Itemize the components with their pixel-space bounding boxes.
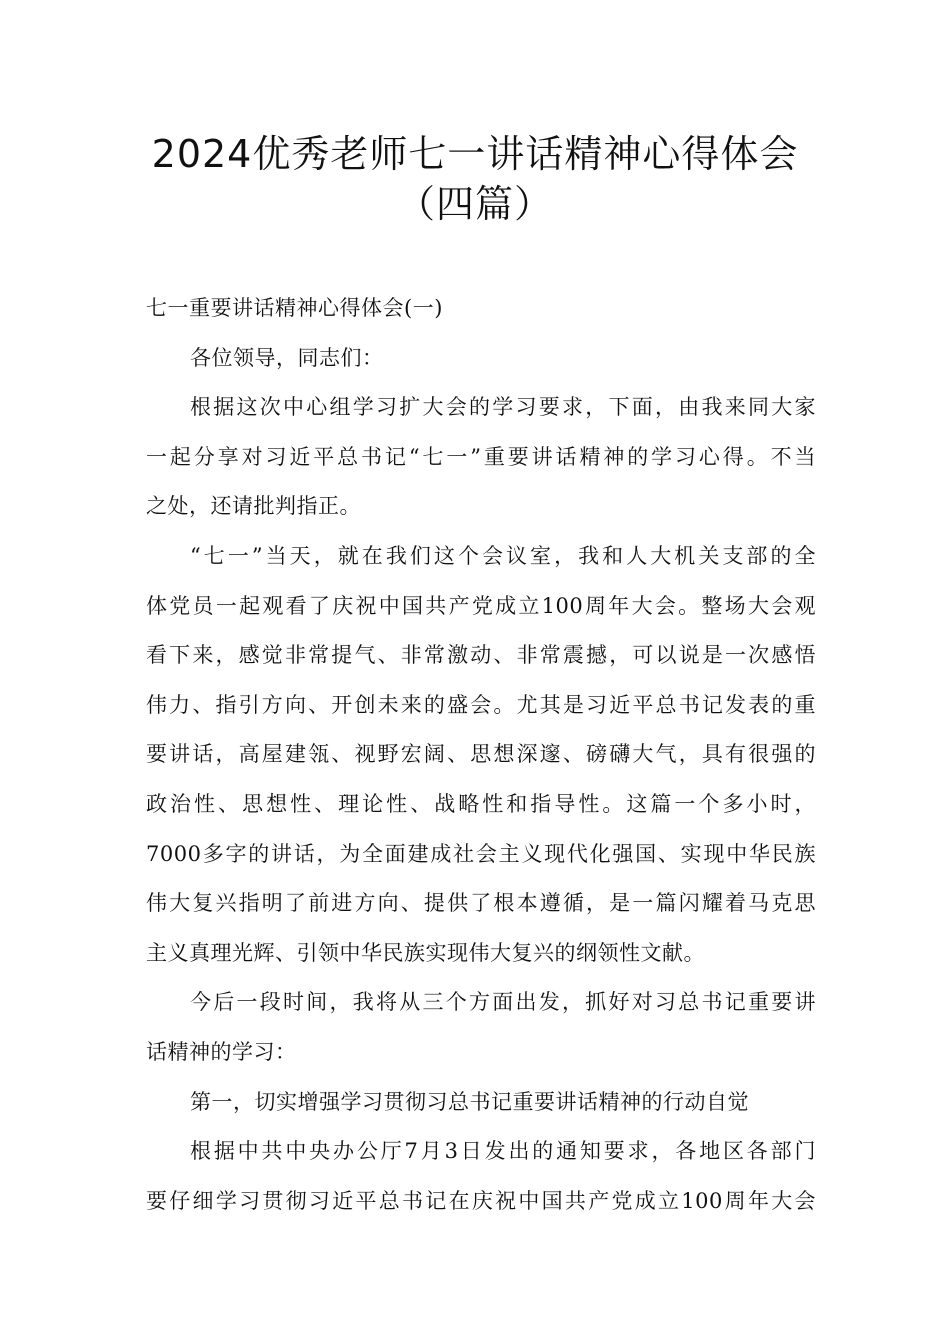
- paragraph-line: 主义真理光辉、引领中华民族实现伟大复兴的纲领性文献。: [146, 940, 705, 965]
- paragraph-line: 要仔细学习贯彻习近平总书记在庆祝中国共产党成立100周年大会: [146, 1188, 816, 1213]
- document-title: 2024优秀老师七一讲话精神心得体会: [151, 132, 799, 176]
- paragraph-line: 伟大复兴指明了前进方向、提供了根本遵循，是一篇闪耀着马克思: [146, 891, 816, 916]
- paragraph-line: 要讲话，高屋建瓴、视野宏阔、思想深邃、磅礴大气，具有很强的: [146, 742, 816, 767]
- paragraph-line: 话精神的学习：: [146, 1039, 297, 1064]
- document-body: [146, 284, 816, 1226]
- paragraph-line: 根据中共中央办公厅7月3日发出的通知要求，各地区各部门: [190, 1139, 816, 1164]
- salutation: 各位领导，同志们：: [190, 345, 384, 370]
- paragraph-line: 体党员一起观看了庆祝中国共产党成立100周年大会。整场大会观: [146, 593, 816, 618]
- paragraph-line: 看下来，感觉非常提气、非常激动、非常震撼，可以说是一次感悟: [146, 643, 816, 668]
- paragraph-line: 根据这次中心组学习扩大会的学习要求，下面，由我来同大家: [190, 395, 816, 420]
- paragraph-line: 一起分享对习近平总书记“七一”重要讲话精神的学习心得。不当: [146, 444, 816, 469]
- paragraph-line: 今后一段时间，我将从三个方面出发，抓好对习总书记重要讲: [190, 990, 816, 1015]
- paragraph-line: 政治性、思想性、理论性、战略性和指导性。这篇一个多小时，: [146, 791, 816, 816]
- section-heading: 七一重要讲话精神心得体会(一): [146, 296, 443, 320]
- paragraph-line: 之处，还请批判指正。: [146, 494, 361, 519]
- paragraph-line: “七一”当天，就在我们这个会议室，我和人大机关支部的全: [190, 543, 816, 568]
- paragraph-line: 7000多字的讲话，为全面建成社会主义现代化强国、实现中华民族: [146, 841, 816, 866]
- paragraph-line: 伟力、指引方向、开创未来的盛会。尤其是习近平总书记发表的重: [146, 692, 816, 717]
- document-subtitle: （四篇）: [396, 182, 553, 226]
- point-heading: 第一，切实增强学习贯彻习总书记重要讲话精神的行动自觉: [190, 1089, 749, 1114]
